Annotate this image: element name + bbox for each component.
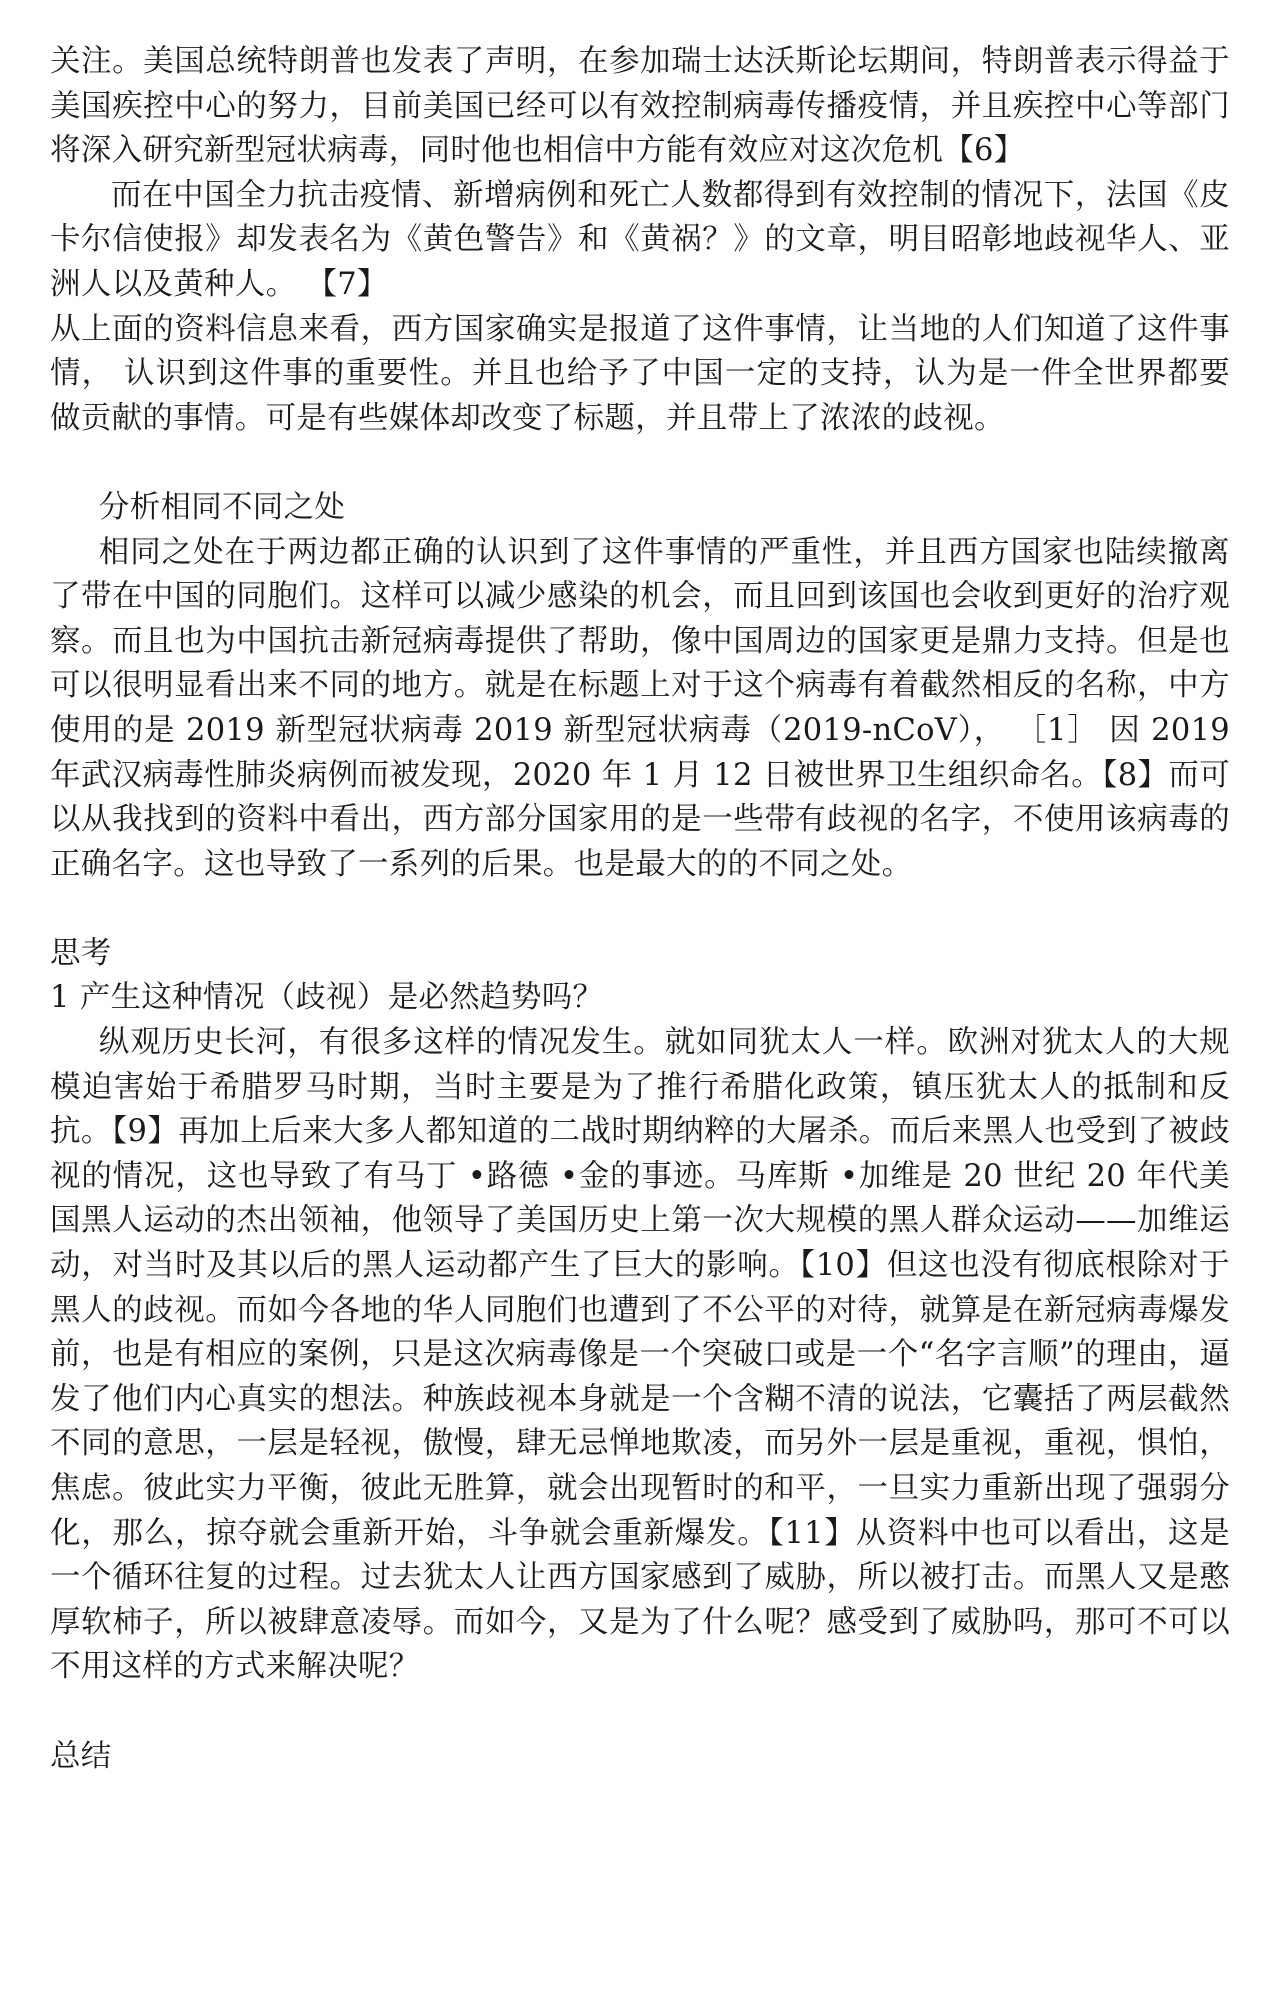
paragraph-western-reporting: 从上面的资料信息来看，西方国家确实是报道了这件事情，让当地的人们知道了这件事情， 认识到这件事的重要性。并且也给予了中国一定的支持，认为是一件全世界都要做贡献的事情。可是有些媒体却改变了标题，并且带上了浓浓的歧视。 [50,311,1230,436]
blank-line [50,887,1230,932]
section-heading-summary: 总结 [50,1738,112,1774]
paragraph-statement-trump: 关注。美国总统特朗普也发表了声明，在参加瑞士达沃斯论坛期间，特朗普表示得益于美国疾控中心的努力，目前美国已经可以有效控制病毒传播疫情，并且疾控中心等部门将深入研究新型冠状病毒，同时他也相信中方能有效应对这次危机【6】 [50,44,1230,169]
document-page [50,40,1230,1779]
question-heading-1: 1 产生这种情况（歧视）是必然趋势吗？ [50,980,604,1016]
blank-line [50,441,1230,486]
paragraph-french-newspaper: 而在中国全力抗击疫情、新增病例和死亡人数都得到有效控制的情况下，法国《皮卡尔信使报》却发表名为《黄色警告》和《黄祸？》的文章，明目昭彰地歧视华人、亚洲人以及黄种人。 【7】 [50,177,1230,302]
blank-line [50,1690,1230,1735]
paragraph-history-discrimination: 纵观历史长河，有很多这样的情况发生。就如同犹太人一样。欧洲对犹太人的大规模迫害始于希腊罗马时期，当时主要是为了推行希腊化政策，镇压犹太人的抵制和反抗。【9】再加上后来大多人都知道的二战时期纳粹的大屠杀。而后来黑人也受到了被歧视的情况，这也导致了有马丁 •路德 •金的事迹。马库斯 •加维是 20 世纪 20 年代美国黑人运动的杰出领袖，他领导了美国历史上第一次大规模的黑人群众运动——加维运动，对当时及其以后的黑人运动都产生了巨大的影响。【10】但这也没有彻底根除对于黑人的歧视。而如今各地的华人同胞们也遭到了不公平的对待，就算是在新冠病毒爆发前，也是有相应的案例，只是这次病毒像是一个突破口或是一个“名字言顺”的理由，逼发了他们内心真实的想法。种族歧视本身就是一个含糊不清的说法，它囊括了两层截然不同的意思，一层是轻视，傲慢，肆无忌惮地欺凌，而另外一层是重视，重视，惧怕，焦虑。彼此实力平衡，彼此无胜算，就会出现暂时的和平，一旦实力重新出现了强弱分化，那么，掠夺就会重新开始，斗争就会重新爆发。【11】从资料中也可以看出，这是一个循环往复的过程。过去犹太人让西方国家感到了威胁，所以被打击。而黑人又是憨厚软柿子，所以被肆意凌辱。而如今，又是为了什么呢？感受到了威胁吗，那可不可以不用这样的方式来解决呢？ [50,1025,1230,1685]
section-heading-analysis: 分析相同不同之处 [98,489,346,525]
section-heading-thinking: 思考 [50,935,112,971]
paragraph-similarities-differences: 相同之处在于两边都正确的认识到了这件事情的严重性，并且西方国家也陆续撤离了带在中国的同胞们。这样可以减少感染的机会，而且回到该国也会收到更好的治疗观察。而且也为中国抗击新冠病毒提供了帮助，像中国周边的国家更是鼎力支持。但是也可以很明显看出来不同的地方。就是在标题上对于这个病毒有着截然相反的名称，中方使用的是 2019 新型冠状病毒 2019 新型冠状病毒（2019-nCoV）， ［1］ 因 2019 年武汉病毒性肺炎病例而被发现，2020 年 1 月 12 日被世界卫生组织命名。【8】而可以从我找到的资料中看出，西方部分国家用的是一些带有歧视的名字，不使用该病毒的正确名字。这也导致了一系列的后果。也是最大的的不同之处。 [50,534,1230,882]
